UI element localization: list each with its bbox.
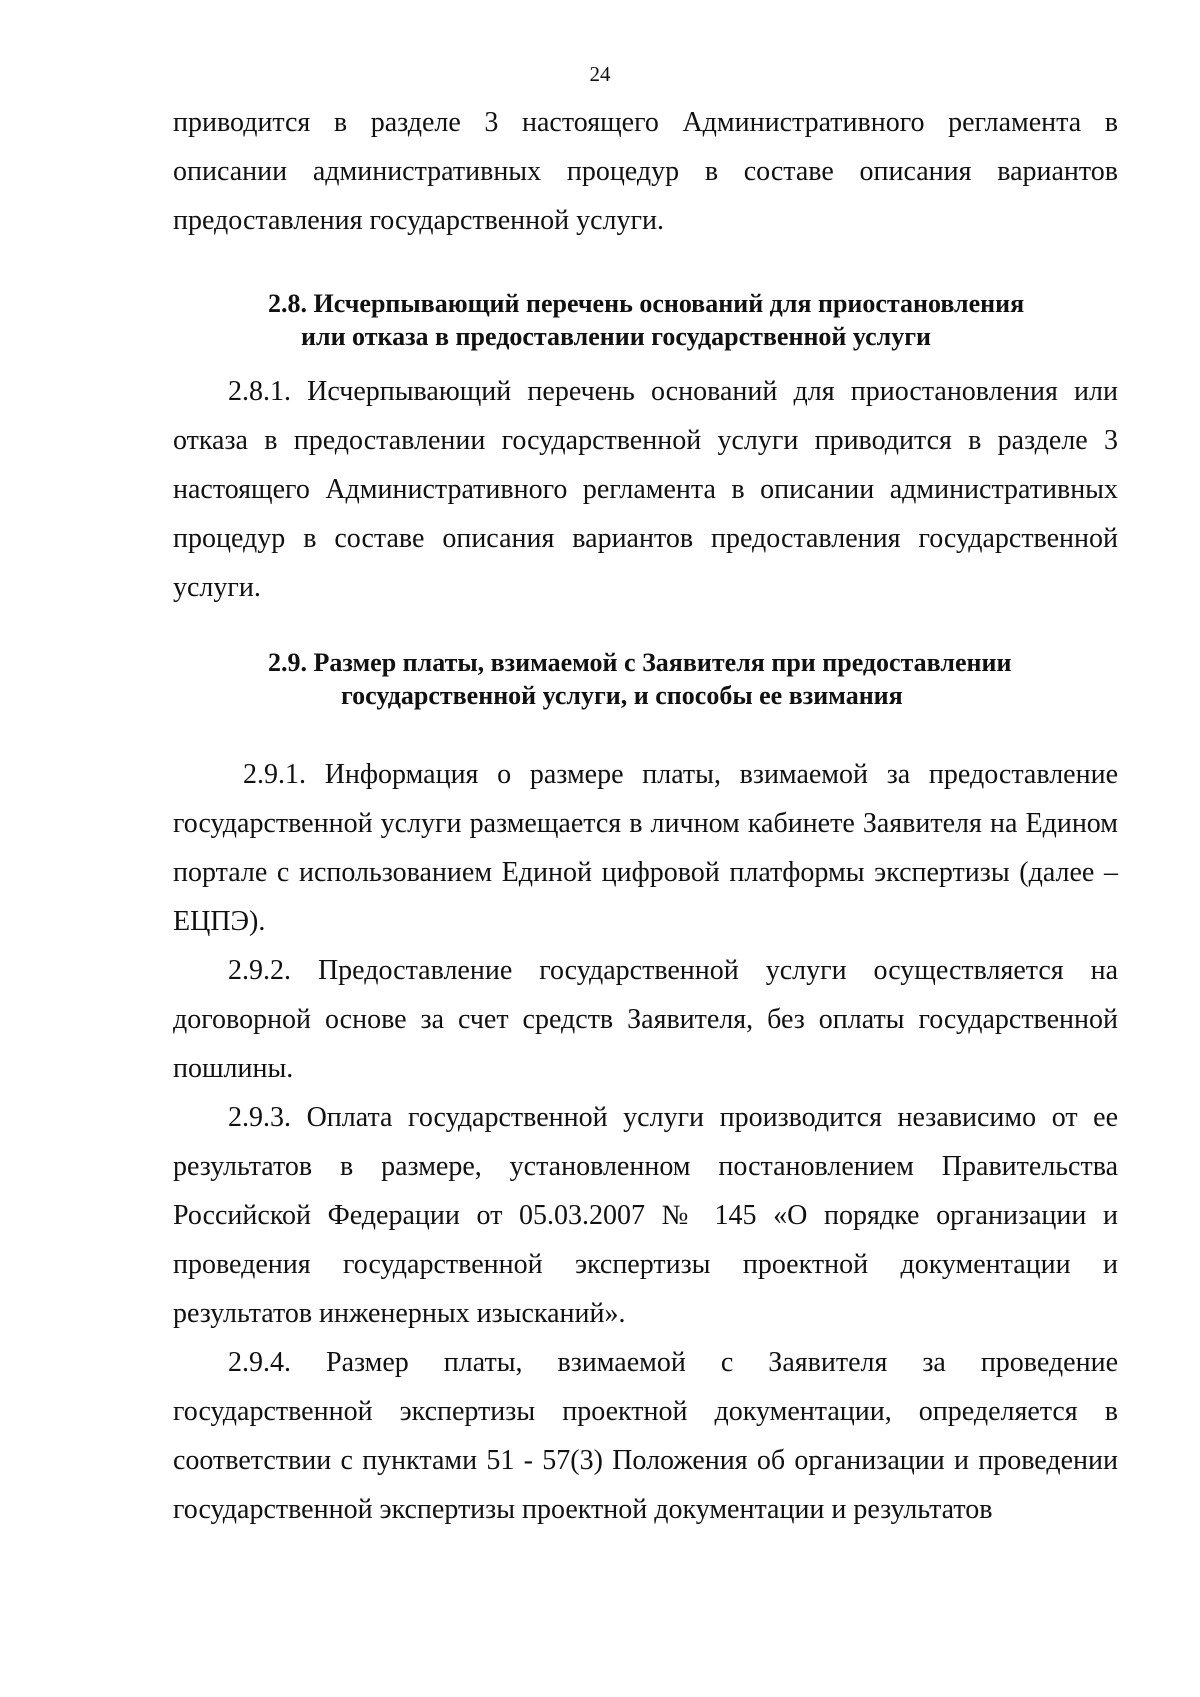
continuation-paragraph: приводится в разделе 3 настоящего Административного регламента в описании административных процедур в составе описания вариантов предоставления государственной услуги. xyxy=(173,107,1118,236)
section-2-9-heading-line2: государственной услуги, и способы ее взимания xyxy=(341,681,903,710)
section-2-9-body xyxy=(173,750,1118,1534)
section-2-8-heading-line1: 2.8. Исчерпывающий перечень оснований для приостановления xyxy=(268,289,1025,318)
section-2-8-heading xyxy=(173,287,1118,353)
paragraph-2-9-3: 2.9.3. Оплата государственной услуги производится независимо от ее результатов в размере, установленном постановлением Правительства Российской Федерации от 05.03.2007 № 145 «О порядке организации и проведения государственной экспертизы проектной документации и результатов инженерных изысканий». xyxy=(173,1102,1118,1329)
paragraph-2-8-1: 2.8.1. Исчерпывающий перечень оснований для приостановления или отказа в предоставлении государственной услуги приводится в разделе 3 настоящего Административного регламента в описании административных процедур в составе описания вариантов предоставления государственной услуги. xyxy=(173,376,1118,603)
paragraph-2-9-4: 2.9.4. Размер платы, взимаемой с Заявителя за проведение государственной экспертизы проектной документации, определяется в соответствии с пунктами 51 - 57(3) Положения об организации и проведении государственной экспертизы проектной документации и результатов xyxy=(173,1347,1118,1525)
page-number: 24 xyxy=(589,62,611,86)
paragraph-2-9-2: 2.9.2. Предоставление государственной услуги осуществляется на договорной основе за счет средств Заявителя, без оплаты государственной пошлины. xyxy=(173,955,1118,1084)
continuation-paragraph-block xyxy=(173,98,1118,245)
section-2-9-heading xyxy=(173,646,1118,712)
section-2-8-body xyxy=(173,367,1118,612)
section-2-8-heading-line2: или отказа в предоставлении государственной услуги xyxy=(301,322,932,351)
paragraph-2-9-1: 2.9.1. Информация о размере платы, взимаемой за предоставление государственной услуги размещается в личном кабинете Заявителя на Едином портале с использованием Единой цифровой платформы экспертизы (далее – ЕЦПЭ). xyxy=(173,759,1118,937)
section-2-9-heading-line1: 2.9. Размер платы, взимаемой с Заявителя при предоставлении xyxy=(268,648,1012,677)
